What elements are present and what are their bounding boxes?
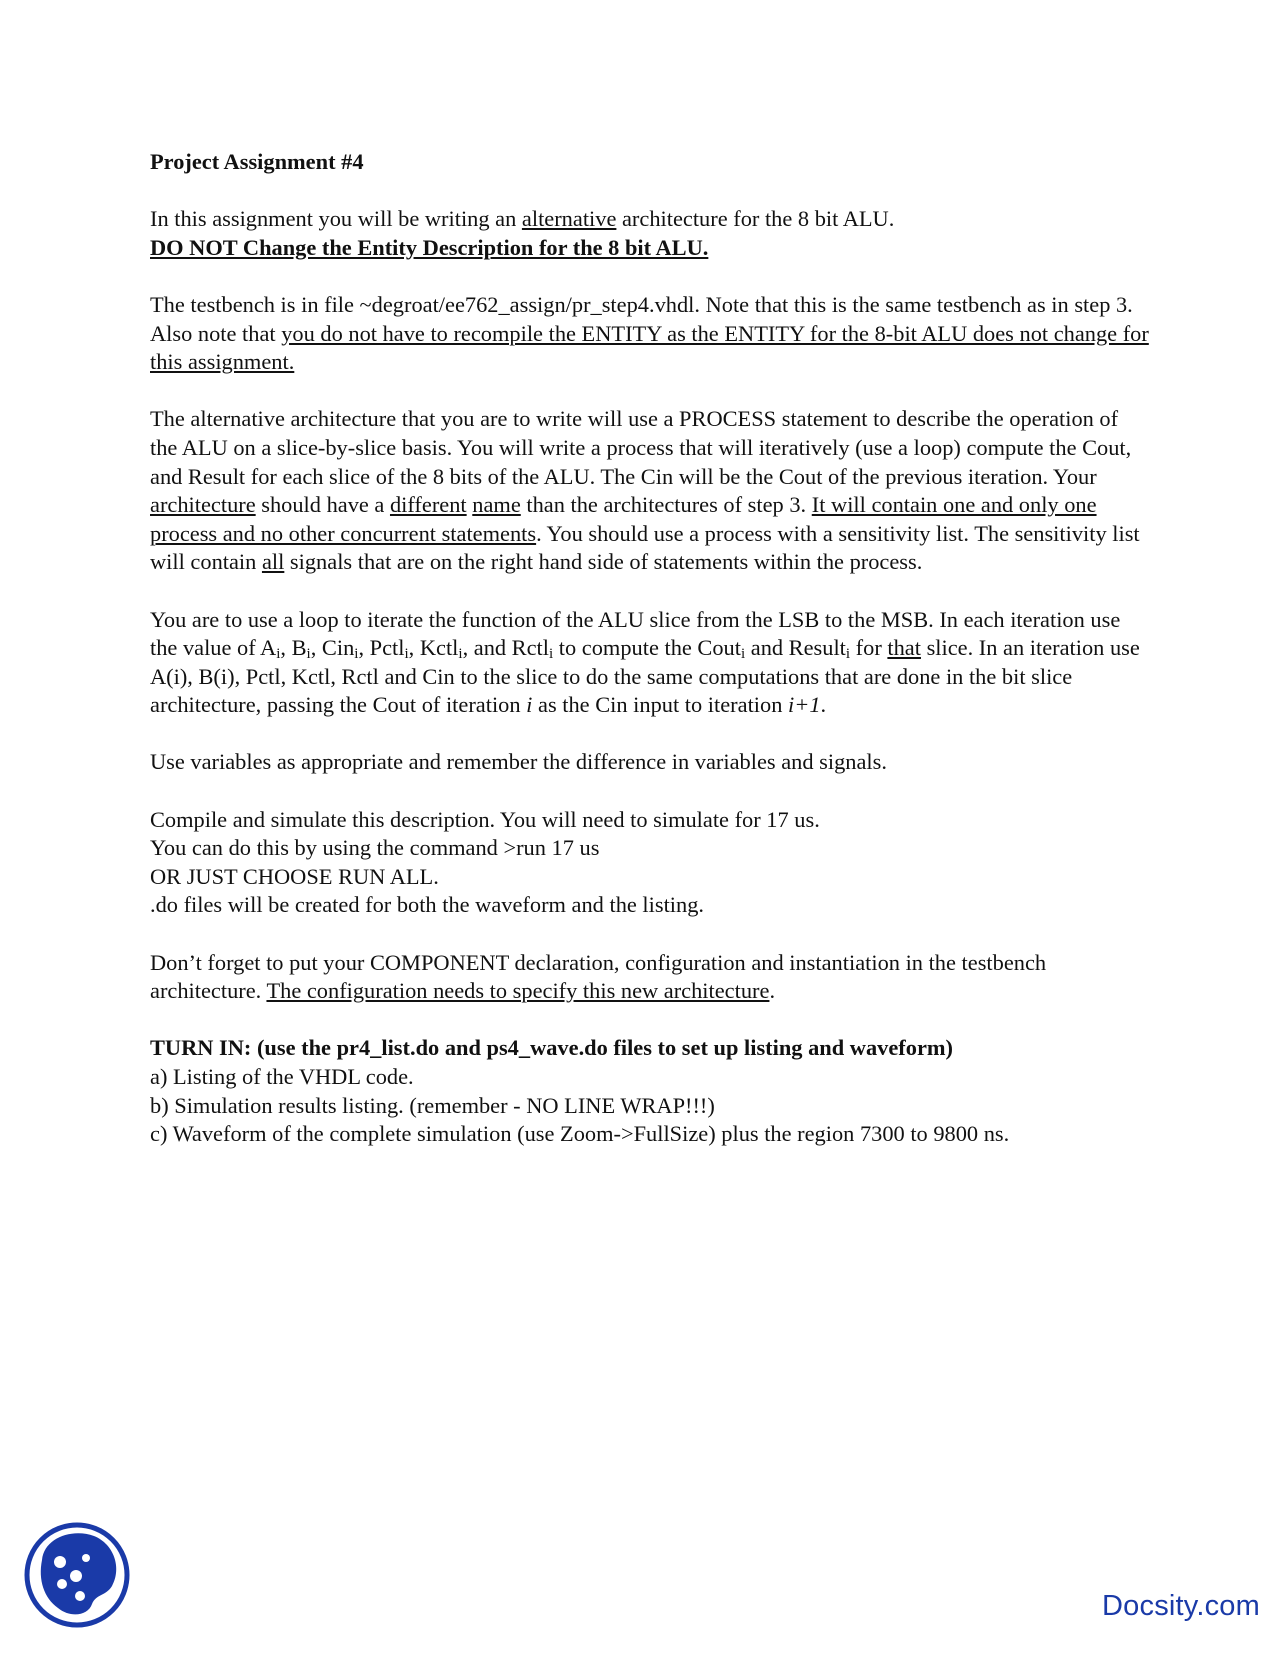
paragraph-intro: In this assignment you will be writing an alternative architecture for the 8 bit ALU. DO NOT Change the Entity Description for the 8 bit ALU. <box>150 206 895 260</box>
paragraph-simulate: Compile and simulate this description. You will need to simulate for 17 us. You can do this by using the command >run 17 us OR JUST CHOOSE RUN ALL. .do files will be created for both the waveform and the listing. <box>150 806 820 918</box>
turn-in-item: c) Waveform of the complete simulation (use Zoom->FullSize) plus the region 7300 to 9800 ns. <box>150 1121 1010 1147</box>
document-body <box>150 148 1150 1149</box>
turn-in-item: b) Simulation results listing. (remember - NO LINE WRAP!!!) <box>150 1092 715 1118</box>
docsity-brand-link[interactable]: Docsity.com <box>1102 1590 1260 1622</box>
paragraph-testbench: The testbench is in file ~degroat/ee762_assign/pr_step4.vhdl. Note that this is the same testbench as in step 3. Also note that you do not have to recompile the ENTITY as the ENTITY for the 8-bit ALU does not change for this assignment. <box>150 291 1149 375</box>
docsity-logo-icon[interactable] <box>22 1520 132 1630</box>
paragraph-loop: You are to use a loop to iterate the function of the ALU slice from the LSB to the MSB. In each iteration use the value of $A_i$, $B_i$, Cin$_i$, Pctl$_i$, Kctl$_i$, and Rctl$_i$ to compute the Cout$_i$ and Result$_i$ for that slice. In an iteration use A(i), B(i), Pctl, Kctl, Rctl and Cin to the slice to do the same computations that are done in the bit slice architecture, passing the Cout of iteration i as the Cin input to iteration i+1. <box>150 606 1140 718</box>
turn-in-heading: TURN IN: (use the pr4_list.do and ps4_wave.do files to set up listing and waveform) <box>150 1035 953 1061</box>
paragraph-variables: Use variables as appropriate and remember the difference in variables and signals. <box>150 749 887 775</box>
paragraph-component: Don’t forget to put your COMPONENT declaration, configuration and instantiation in the testbench architecture. The configuration needs to specify this new architecture. <box>150 949 1047 1004</box>
doc-title: Project Assignment #4 <box>150 149 364 174</box>
entity-warning: DO NOT Change the Entity Description for the 8 bit ALU. <box>150 234 709 260</box>
turn-in-section <box>150 1034 1150 1148</box>
turn-in-item: a) Listing of the VHDL code. <box>150 1064 414 1089</box>
paragraph-architecture: The alternative architecture that you are to write will use a PROCESS statement to describe the operation of the ALU on a slice-by-slice basis. You will write a process that will iteratively (use a loop) compute the Cout, and Result for each slice of the 8 bits of the ALU. The Cin will be the Cout of the previous iteration. Your architecture should have a different name than the architectures of step 3. It will contain one and only one process and no other concurrent statements. You should use a process with a sensitivity list. The sensitivity list will contain all signals that are on the right hand side of statements within the process. <box>150 406 1140 575</box>
